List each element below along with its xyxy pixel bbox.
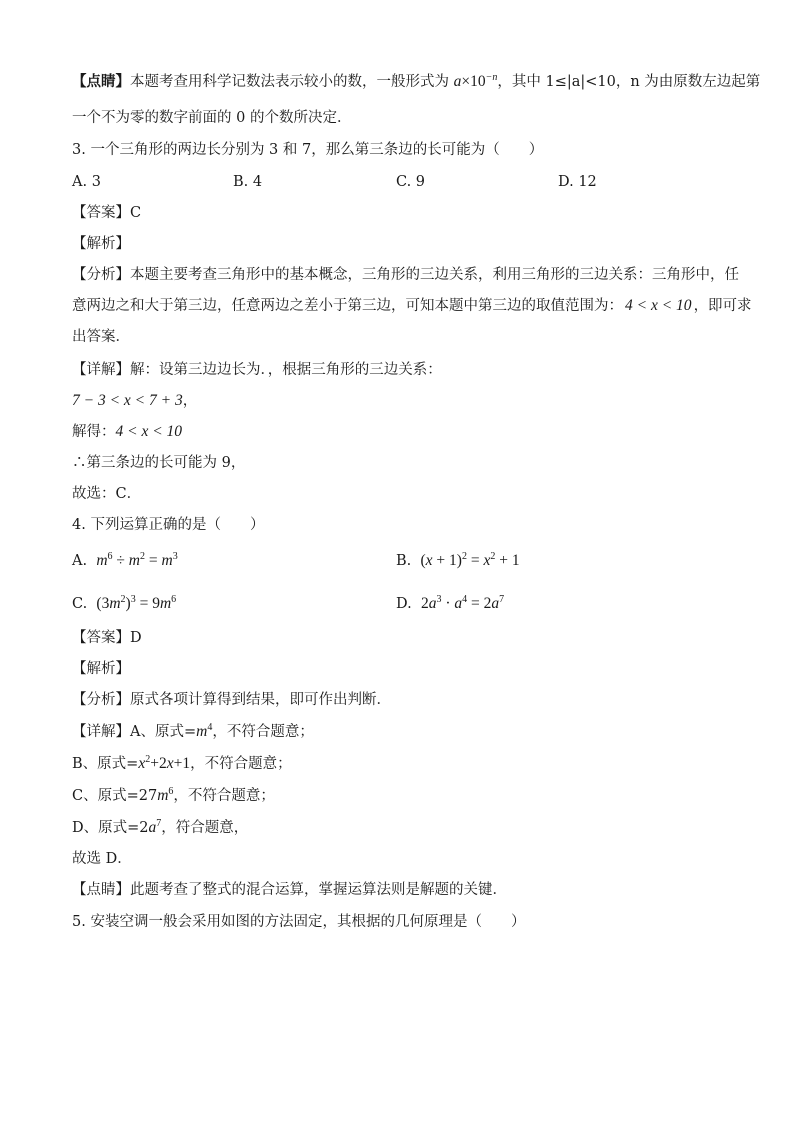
q3-fenxi-line-2 (72, 296, 752, 316)
q4-dianjing: 【点睛】此题考查了整式的混合运算，掌握运算法则是解题的关键． (72, 882, 507, 898)
dianjing-text-2: ，其中 1≤|a|<10，n 为由原数左边起第 (497, 74, 761, 90)
dianjing-line-2: 一个不为零的数字前面的 0 的个数所决定． (72, 110, 352, 126)
q4-answer: 【答案】D (72, 630, 142, 646)
q3-range-formula: 4 < x < 10 (625, 297, 692, 314)
q3-fenxi-line-3: 出答案． (72, 329, 130, 345)
q3-option-d: D. 12 (558, 174, 597, 190)
question-3-stem: 3. 一个三角形的两边长分别为 3 和 7，那么第三条边的长可能为（ ） (72, 142, 544, 158)
q4-jiexi: 【解析】 (72, 661, 130, 677)
dianjing-text: 本题考查用科学记数法表示较小的数，一般形式为 (130, 74, 449, 90)
sci-notation-formula: $a\times 10^{-n}$ (453, 71, 498, 90)
q4-fenxi: 【分析】原式各项计算得到结果，即可作出判断． (72, 692, 391, 708)
question-4-stem: 4. 下列运算正确的是（ ） (72, 517, 265, 533)
q4-option-a: A. $m^6 \div m^2 = m^3$ (72, 550, 178, 569)
q3-detail-solve-line (72, 422, 182, 442)
dianjing-line-1 (72, 72, 760, 92)
q3-fenxi-line-1: 【分析】本题主要考查三角形中的基本概念，三角形的三边关系，利用三角形的三边关系：三角形中，任 (72, 267, 739, 283)
q4-choose: 故选 D． (72, 851, 132, 867)
q3-fenxi-tail: ，即可求 (693, 298, 752, 314)
q4-detail-b: B、原式$=x^2+2x+1$，不符合题意； (72, 753, 292, 772)
q4-detail-c: C、原式$=27m^6$，不符合题意； (72, 785, 275, 804)
q3-jiexi: 【解析】 (72, 236, 130, 252)
q3-conclusion: ∴第三条边的长可能为 9， (72, 455, 246, 471)
q4-option-c: C. $(3m^2)^3 = 9m^6$ (72, 593, 177, 612)
q4-option-b: B. $(x + 1)^2 = x^2 + 1$ (396, 550, 520, 569)
q4-option-d: D. $2a^3 \cdot a^4 = 2a^7$ (396, 593, 505, 612)
dianjing-tag: 【点睛】 (72, 73, 130, 90)
q3-inequality: 7 − 3 < x < 7 + 3 (72, 392, 183, 409)
solve-label: 解得： (72, 424, 116, 440)
question-5-stem: 5. 安装空调一般会采用如图的方法固定，其根据的几何原理是（ ） (72, 914, 526, 930)
q3-option-b: B. 4 (233, 174, 263, 190)
q3-option-a: A. 3 (72, 174, 101, 190)
q3-detail-ineq-line: 7 − 3 < x < 7 + 3， (72, 392, 198, 409)
q3-choose: 故选：C． (72, 486, 142, 502)
q4-detail-a: 【详解】A、原式$=m^4$，不符合题意； (72, 721, 314, 740)
q3-solution: 4 < x < 10 (115, 423, 183, 440)
q3-detail-line-1: 【详解】解：设第三边边长为．，根据三角形的三边关系： (72, 362, 442, 378)
q3-option-c: C. 9 (396, 174, 426, 190)
q3-answer: 【答案】C (72, 205, 142, 221)
q3-fenxi-text: 意两边之和大于第三边，任意两边之差小于第三边，可知本题中第三边的取值范围为： (72, 298, 623, 314)
q4-detail-d: D、原式$=2a^7$，符合题意， (72, 817, 249, 836)
